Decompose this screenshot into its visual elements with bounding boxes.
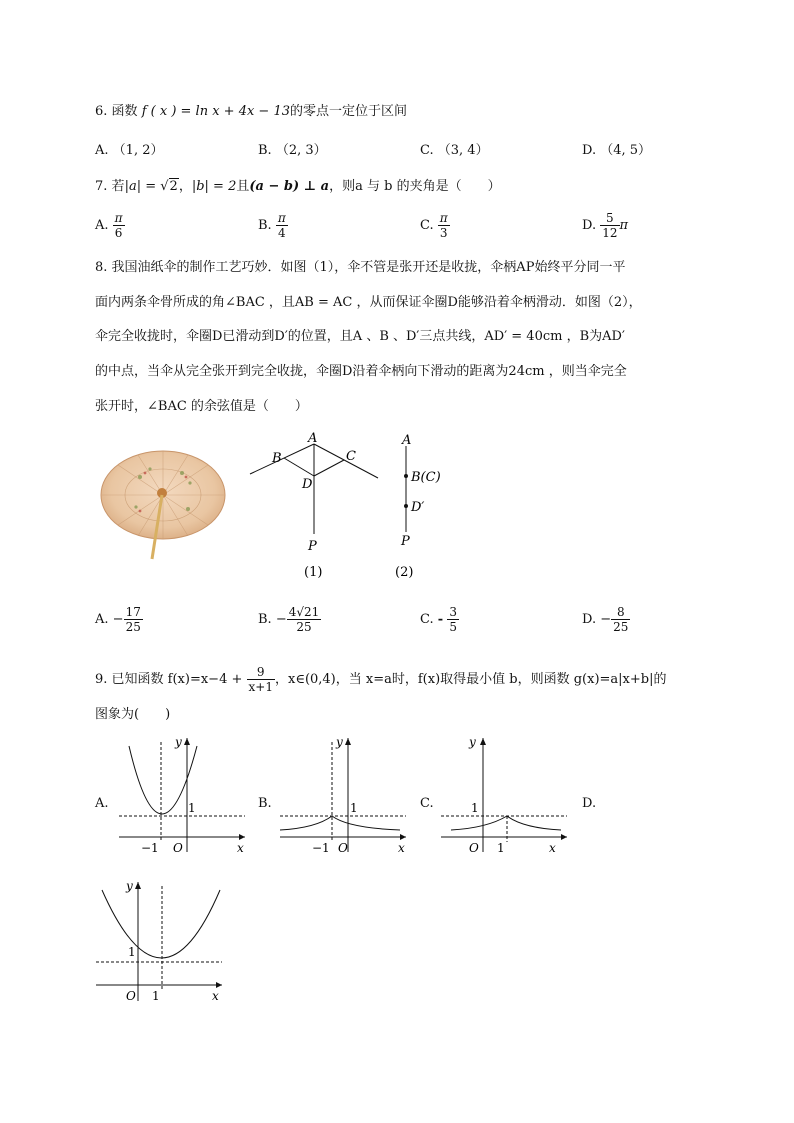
svg-text:1: 1: [188, 801, 196, 815]
q6-number: 6.: [95, 104, 108, 119]
q6-text-pre: 函数: [111, 104, 138, 119]
label-c: C: [346, 449, 356, 464]
label-a2: A: [402, 433, 412, 448]
svg-text:x: x: [212, 989, 219, 1003]
q9-fraction: $\frac{9}{x+1}$: [248, 665, 273, 694]
svg-text:1: 1: [497, 841, 505, 855]
q6-formula: f ( x ) = ln x + 4x − 13: [141, 104, 290, 119]
svg-text:O: O: [173, 841, 183, 855]
label-d: D: [302, 477, 313, 492]
q8-option-d: D. − $\frac{8}{25}$: [582, 605, 629, 634]
label-p2: P: [401, 534, 410, 549]
strut-right: [314, 460, 344, 476]
figure-2: [392, 432, 452, 582]
caption-2: (2): [395, 565, 414, 580]
svg-text:y: y: [126, 879, 133, 893]
label-bc: B(C): [411, 470, 441, 485]
label-b: B: [272, 451, 282, 466]
q8-line-2: 面内两条伞骨所成的角∠BAC ，且AB = AC ，从而保证伞圈D能够沿着伞柄滑动．如图（2），: [95, 295, 642, 310]
q8-line-5: 张开时，∠BAC 的余弦值是（ ）: [95, 399, 308, 414]
graph-b: [276, 732, 411, 857]
q9-text-post: ，x∈(0,4)，当 x=a时，f(x)取得最小值 b，则函数 g(x)=a|x+b|的: [274, 672, 667, 687]
q8-option-b: B. − $\frac{4√21}{25}$: [258, 605, 320, 634]
svg-text:y: y: [175, 735, 182, 749]
q9-option-a-letter: A.: [95, 796, 109, 811]
q7-stem: [95, 178, 501, 196]
q7-option-a: A. $\frac{\pi}{6}$: [95, 211, 123, 240]
q9-line-2: 图象为( ): [95, 707, 171, 722]
q7-perp: (a − b) ⊥ a: [249, 179, 330, 194]
svg-text:O: O: [126, 989, 136, 1003]
point-bc: [404, 474, 408, 478]
q9-option-d-letter: D.: [582, 796, 597, 811]
q7-option-b: B. $\frac{\pi}{4}$: [258, 211, 286, 240]
svg-text:−1: −1: [141, 841, 159, 855]
q6-option-c: C. （3, 4）: [420, 143, 489, 158]
rib-left: [250, 444, 314, 474]
q7-b-abs: |b| = 2: [191, 179, 237, 194]
svg-text:x: x: [398, 841, 405, 855]
svg-text:y: y: [336, 735, 343, 749]
figure-1: [246, 432, 386, 582]
q7-text-5: a 与 b 的夹角是（ ）: [355, 179, 501, 194]
q7-text-1: 若: [111, 179, 125, 194]
point-d-prime: [404, 504, 408, 508]
q7-option-d: D. $\frac{5}{12}$ π: [582, 211, 629, 240]
label-p: P: [308, 539, 317, 554]
strut-left: [284, 458, 314, 476]
q7-text-3: 且: [236, 179, 250, 194]
q6-text-post: 的零点一定位于区间: [290, 104, 408, 119]
q6-stem: [95, 103, 407, 121]
svg-text:1: 1: [152, 989, 160, 1003]
q8-line-4: 的中点，当伞从完全张开到完全收拢，伞圈D沿着伞柄向下滑动的距离为24cm ，则当伞完全: [95, 364, 627, 379]
q8-line-1: 8. 我国油纸伞的制作工艺巧妙．如图（1），伞不管是张开还是收拢，伞柄AP始终平分同一平: [95, 260, 626, 275]
q9-option-b-letter: B.: [258, 796, 272, 811]
caption-1: (1): [304, 565, 323, 580]
svg-text:x: x: [237, 841, 244, 855]
svg-text:1: 1: [128, 945, 136, 959]
q9-option-c-letter: C.: [420, 796, 434, 811]
q7-option-c: C. $\frac{\pi}{3}$: [420, 211, 448, 240]
q9-text-pre: 9. 已知函数 f(x)=x−4 +: [95, 672, 243, 687]
q6-option-a: A. （1, 2）: [95, 143, 164, 158]
label-a: A: [308, 432, 318, 446]
svg-text:y: y: [469, 735, 476, 749]
q7-number: 7.: [95, 179, 108, 194]
svg-text:O: O: [338, 841, 348, 855]
q7-text-2: ，: [178, 179, 192, 194]
svg-text:x: x: [549, 841, 556, 855]
q7-a-abs: |a| =: [124, 179, 157, 194]
graph-a: [115, 732, 250, 857]
svg-text:−1: −1: [312, 841, 330, 855]
label-d2: D′: [411, 500, 425, 515]
q6-option-d: D. （4, 5）: [582, 143, 652, 158]
graph-c: [437, 732, 572, 857]
graph-d: [92, 876, 227, 1006]
svg-text:O: O: [469, 841, 479, 855]
q8-line-3: 伞完全收拢时，伞圈D已滑动到D′的位置，且A 、B 、D′三点共线，AD′ = 40cm ，B为AD′: [95, 329, 625, 344]
q7-sqrt: √2: [160, 179, 178, 194]
umbrella-photo: [100, 447, 230, 567]
q8-option-a: A. − $\frac{17}{25}$: [95, 605, 141, 634]
svg-text:1: 1: [471, 801, 479, 815]
q7-text-4: ，则: [329, 179, 356, 194]
q8-option-c: C. - $\frac{3}{5}$: [420, 605, 457, 634]
q9-line-1: [95, 665, 666, 694]
svg-text:1: 1: [350, 801, 358, 815]
q6-option-b: B. （2, 3）: [258, 143, 327, 158]
